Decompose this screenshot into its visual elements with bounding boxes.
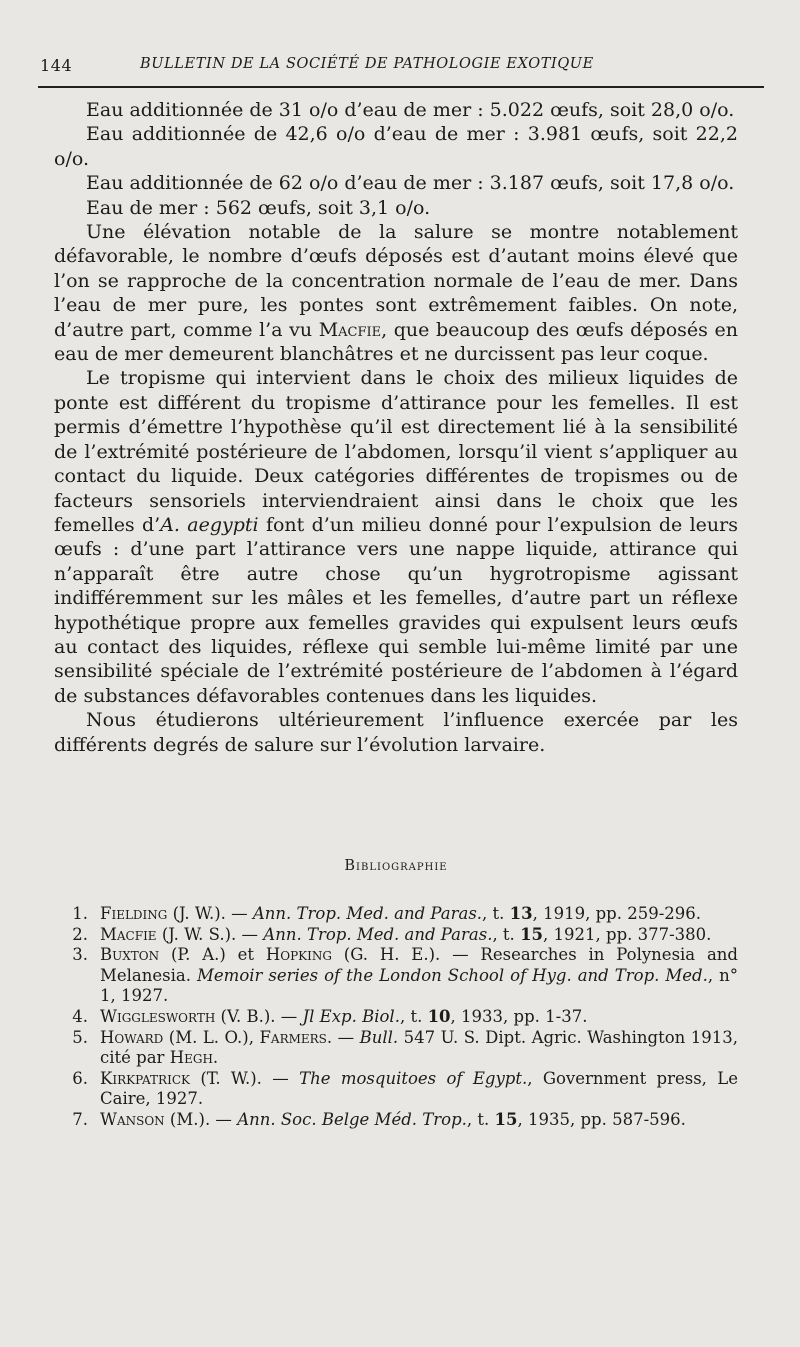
paragraph-2: Eau additionnée de 42,6 o/o d’eau de mer : 3.981 œufs, soit 22,2 o/o. xyxy=(54,123,738,170)
bib-number: 1. xyxy=(72,904,88,923)
bib-author: Macfie xyxy=(100,924,157,944)
bib-number: 5. xyxy=(72,1027,88,1047)
header-rule xyxy=(38,86,764,88)
bib-part: (M. L. O.), xyxy=(163,1027,260,1047)
bib-number: 3. xyxy=(72,945,88,965)
bib-part: , 1919, pp. 259-296. xyxy=(532,904,702,923)
bib-author: Hopking xyxy=(265,945,332,965)
bib-volume: 15 xyxy=(520,924,544,944)
species-name: A. aegypti xyxy=(160,513,259,536)
main-text xyxy=(54,98,738,757)
bib-journal: Bull. xyxy=(359,1027,399,1047)
bib-part: , Government press, Le Caire, 1927. xyxy=(100,1068,738,1109)
bib-number: 7. xyxy=(72,1109,88,1129)
bibliography-title: Bibliographie xyxy=(344,858,448,874)
bib-text xyxy=(100,1110,738,1131)
paragraph-7: Nous étudierons ultérieurement l’influence exercée par les différents degrés de salure sur l’évolution larvaire. xyxy=(54,709,738,756)
bib-part: , 1921, pp. 377-380. xyxy=(543,924,712,944)
bib-author: Wigglesworth xyxy=(100,1006,216,1026)
bib-part: , 1933, pp. 1-37. xyxy=(450,1006,588,1026)
bib-journal: Ann. Trop. Med. and Paras. xyxy=(252,904,483,923)
bib-part: . xyxy=(212,1048,219,1068)
bib-part: (G. H. E.). — Researches in Polynesia and Melanesia. xyxy=(100,945,738,985)
bib-item xyxy=(54,1069,738,1110)
bib-part: (V. B.). — xyxy=(215,1006,303,1026)
bib-author: Buxton xyxy=(100,945,160,965)
journal-title: BULLETIN DE LA SOCIÉTÉ DE PATHOLOGIE EXOTIQUE xyxy=(140,56,594,72)
bib-text xyxy=(100,1069,738,1110)
bib-volume: 13 xyxy=(509,904,533,923)
bib-journal: Jl Exp. Biol. xyxy=(302,1006,400,1026)
bib-part: , t. xyxy=(466,1109,495,1129)
author-name: Macfie xyxy=(318,318,382,341)
bib-author: Farmers xyxy=(259,1027,327,1047)
paragraph-1: Eau additionnée de 31 o/o d’eau de mer : 5.022 œufs, soit 28,0 o/o. xyxy=(86,99,735,121)
paragraph-5-text-b: , que beaucoup des œufs déposés en eau de mer demeurent blanchâtres et ne durcissent pas leur coque. xyxy=(54,318,738,366)
bib-part: , t. xyxy=(492,924,521,944)
bib-part: 547 U. S. Dipt. Agric. Washington 1913, cité par xyxy=(100,1027,738,1068)
bib-item xyxy=(54,1110,738,1131)
bib-part: , 1935, pp. 587-596. xyxy=(517,1109,686,1129)
bib-item xyxy=(54,945,738,1007)
bib-journal: Ann. Soc. Belge Méd. Trop. xyxy=(237,1109,467,1129)
bib-number: 4. xyxy=(72,1006,88,1026)
bib-journal: Memoir series of the London School of Hyg. and Trop. Med. xyxy=(197,965,708,985)
bib-text xyxy=(100,904,738,925)
bib-part: , t. xyxy=(399,1006,428,1026)
bib-item xyxy=(54,925,738,946)
bib-part: (P. A.) et xyxy=(159,945,266,965)
bib-part: (J. W.). — xyxy=(167,904,253,923)
bib-item xyxy=(54,904,738,925)
bib-part: , n° 1, 1927. xyxy=(100,965,738,1006)
paragraph-6-text-b: font d’un milieu donné pour l’expulsion de leurs œufs : d’une part l’attirance vers une nappe liquide, attirance qui n’apparaît être autre chose qu’un hygrotropisme agissant indifféremment sur les mâles et les femelles, d’autre part un réflexe hypothétique propre aux femelles gravides qui expulsent leurs œufs au contact des liquides, réflexe qui semble lui-même limité par une sensibilité spéciale de l’extrémité postérieure de l’abdomen à l’égard de substances défavorables contenues dans les liquides. xyxy=(54,513,738,707)
paragraph-6 xyxy=(54,366,738,708)
bib-volume: 10 xyxy=(427,1006,451,1026)
bib-journal: Ann. Trop. Med. and Paras. xyxy=(263,924,493,944)
bib-author: Wanson xyxy=(100,1109,165,1129)
bib-part: (T. W.). — xyxy=(189,1068,300,1088)
bib-item xyxy=(54,1028,738,1069)
bib-text xyxy=(100,1028,738,1069)
bib-author: Kirkpatrick xyxy=(100,1068,190,1088)
bib-author: Fielding xyxy=(100,904,168,923)
bib-text xyxy=(100,945,738,1007)
bib-text xyxy=(100,925,738,946)
bib-part: , t. xyxy=(482,904,510,923)
bib-author: Hegh xyxy=(169,1048,213,1068)
bib-volume: 15 xyxy=(494,1109,518,1129)
paragraph-5-text-a: Une élévation notable de la salure se montre notablement défavorable, le nombre d’œufs déposés est d’autant moins élevé que l’on se rapproche de la concentration normale de l’eau de mer. Dans l’eau de mer pure, les pontes sont extrêmement faibles. On note, d’autre part, comme l’a vu xyxy=(54,221,738,341)
paragraph-5 xyxy=(54,220,738,366)
bib-part: (M.). — xyxy=(164,1109,238,1129)
paragraph-6-text-a: Le tropisme qui intervient dans le choix des milieux liquides de ponte est différent du tropisme d’attirance pour les femelles. Il est permis d’émettre l’hypothèse qu’il est directement lié à la sensibilité de l’extrémité postérieure de l’abdomen, lorsqu’il vient s’appliquer au contact du liquide. Deux catégories différentes de tropismes ou de facteurs sensoriels interviendraient ainsi dans le choix que les femelles d’ xyxy=(54,367,738,536)
paragraph-3: Eau additionnée de 62 o/o d’eau de mer : 3.187 œufs, soit 17,8 o/o. xyxy=(86,172,735,195)
running-header xyxy=(40,56,764,75)
bib-part: (J. W. S.). — xyxy=(156,924,264,944)
bib-text xyxy=(100,1007,738,1028)
bib-part: . — xyxy=(326,1027,360,1047)
bib-item xyxy=(54,1007,738,1028)
bib-number: 2. xyxy=(72,924,88,944)
paragraph-4: Eau de mer : 562 œufs, soit 3,1 o/o. xyxy=(86,196,431,219)
bib-author: Howard xyxy=(100,1027,164,1047)
bib-number: 6. xyxy=(72,1068,88,1088)
bibliography-list xyxy=(54,904,738,1131)
page-number: 144 xyxy=(40,56,73,75)
bib-journal: The mosquitoes of Egypt. xyxy=(299,1068,528,1088)
